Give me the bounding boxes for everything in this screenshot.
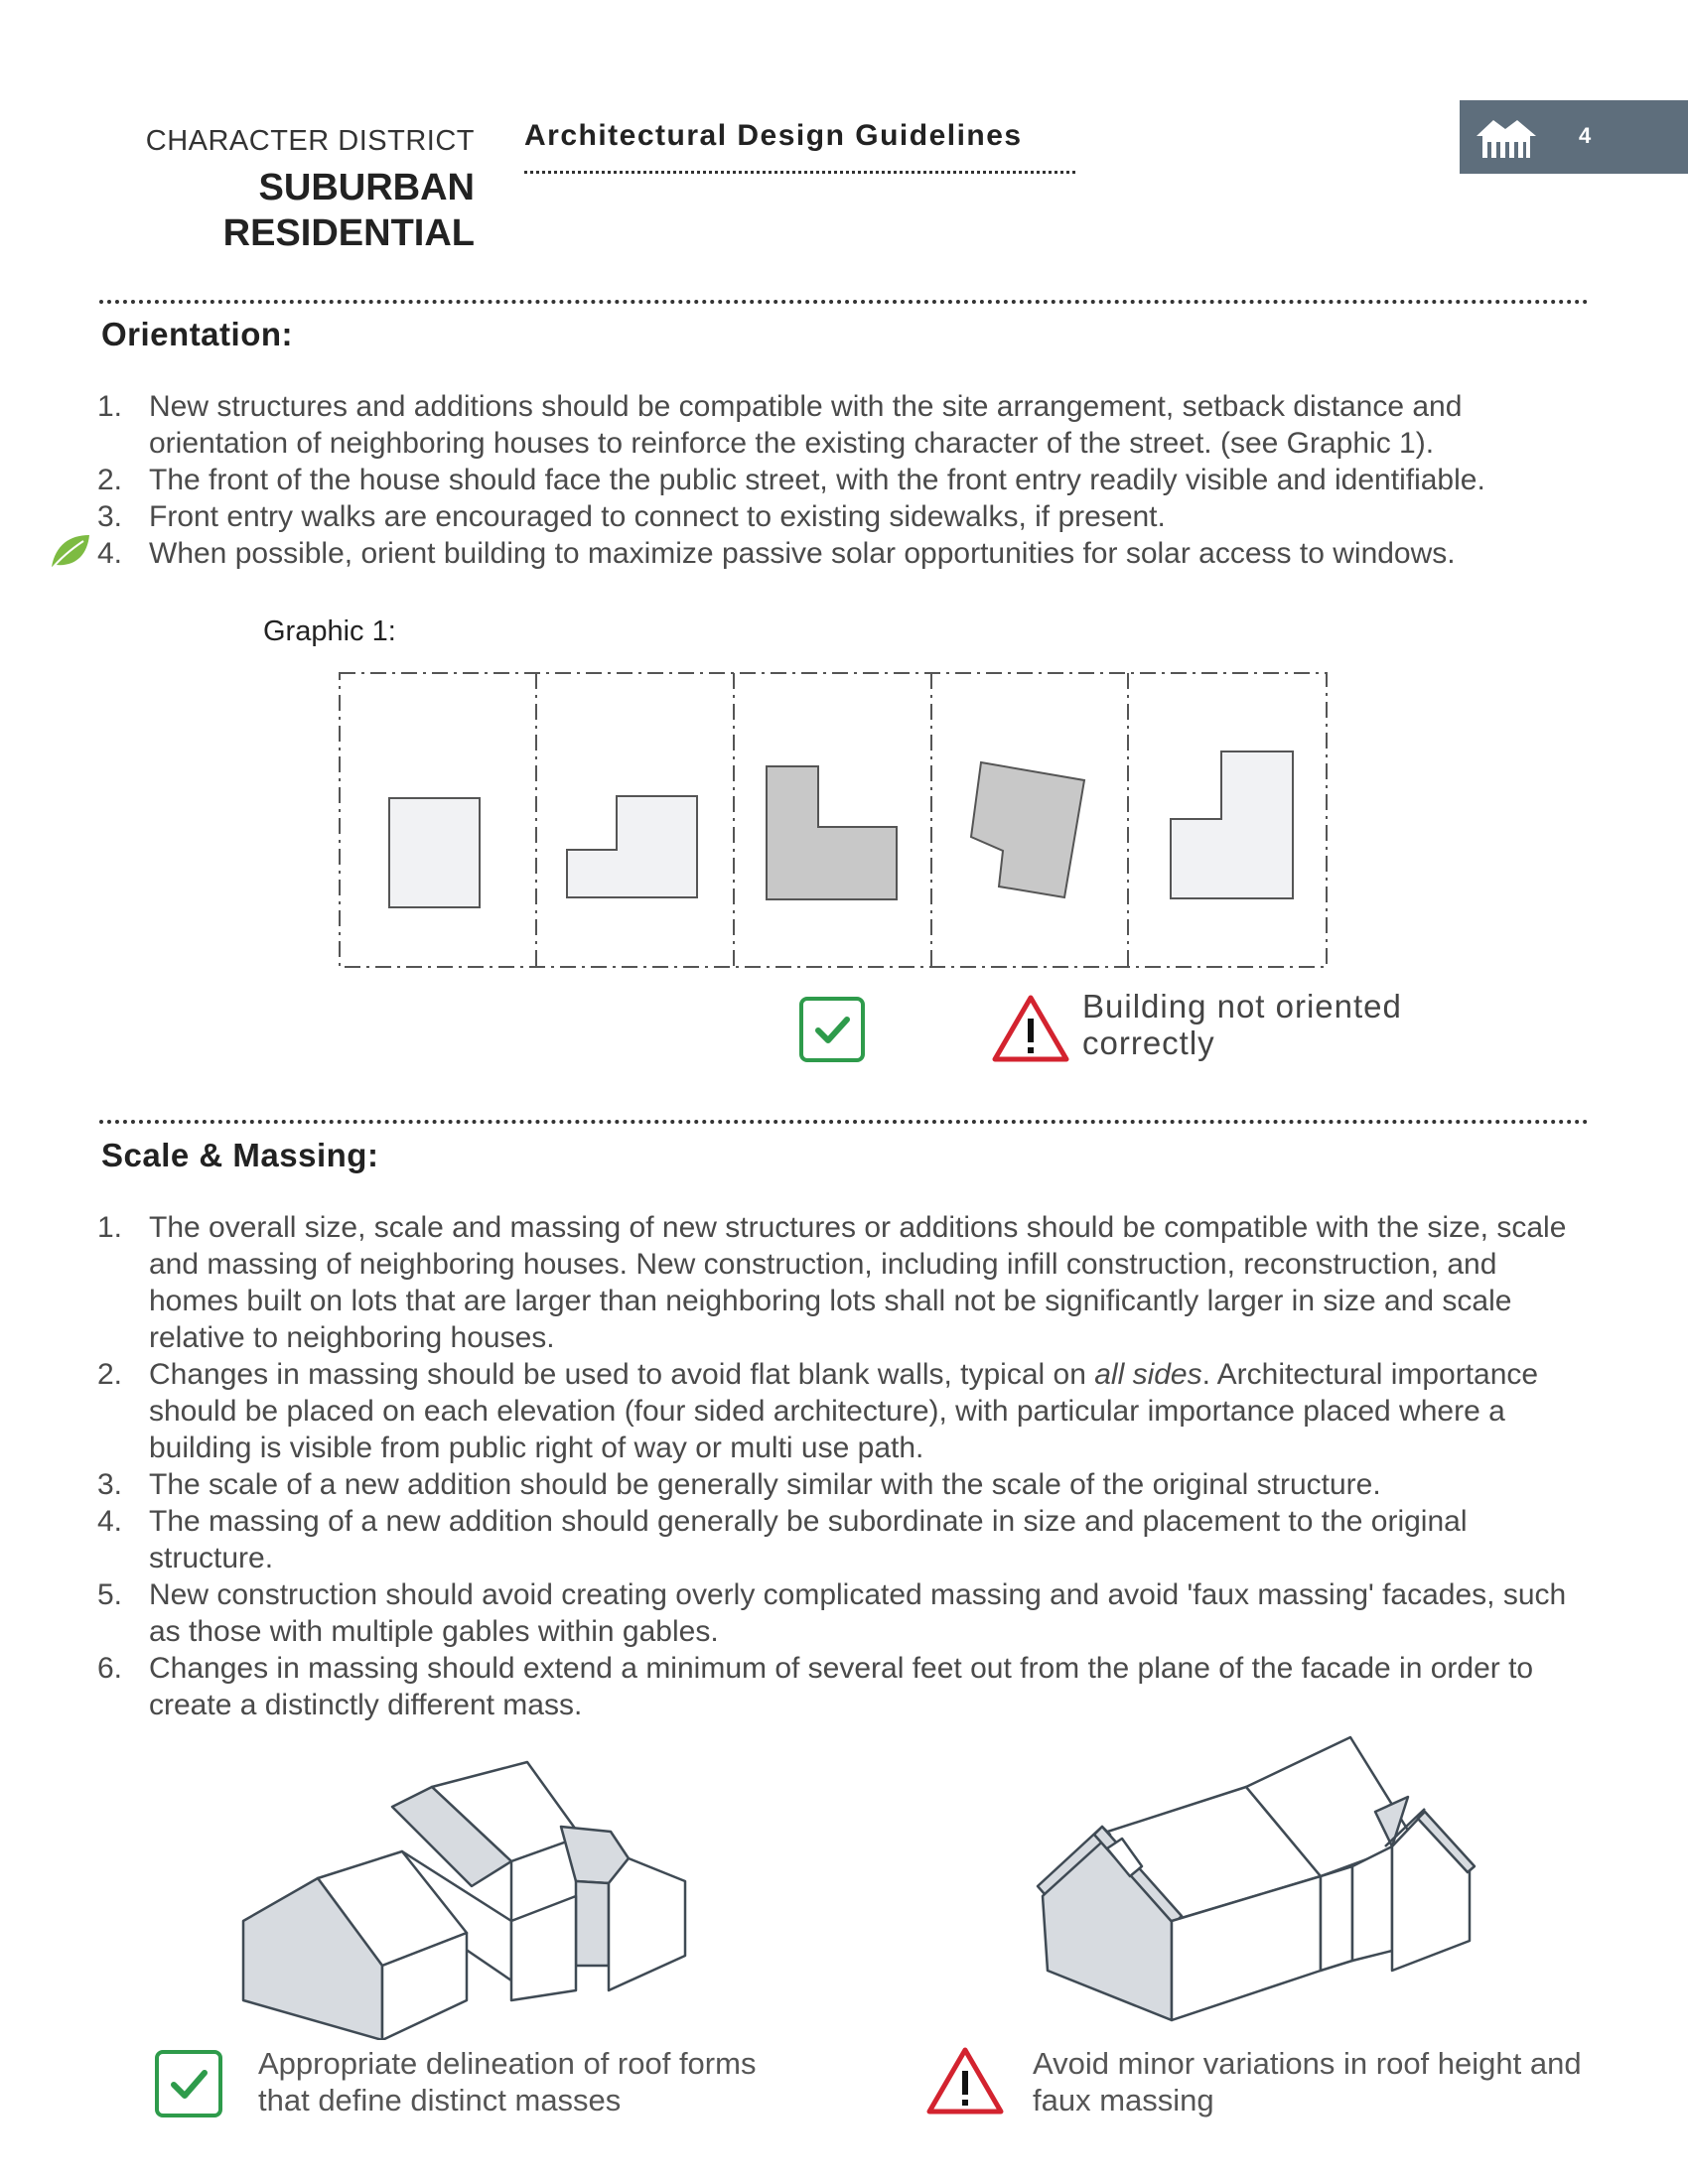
building-footprint-misoriented <box>971 762 1084 897</box>
building-footprint <box>767 766 897 899</box>
district-name-line1: SUBURBAN <box>258 167 475 208</box>
orientation-list <box>97 388 1592 572</box>
district-name <box>223 165 475 256</box>
bad-massing-caption: Avoid minor variations in roof height and faux massing <box>1033 2046 1582 2117</box>
document-title: Architectural Design Guidelines <box>524 119 1023 152</box>
scale-massing-title: Scale & Massing: <box>101 1137 379 1173</box>
building-footprint <box>389 798 480 907</box>
page-tab <box>1460 100 1688 174</box>
bad-massing-illustration <box>1033 1727 1489 2025</box>
checkmark-icon <box>798 996 866 1063</box>
good-massing-illustration <box>233 1722 690 2040</box>
orientation-graphic <box>328 663 1331 976</box>
graphic-label: Graphic 1: <box>263 615 396 647</box>
list-item: 6. Changes in massing should extend a minimum of several feet out from the plane of the facade in order to create a distinctly different mass. <box>97 1652 1534 1721</box>
list-item: 2. The front of the house should face the public street, with the front entry readily visible and identifiable. <box>97 464 1485 496</box>
list-item: 3. The scale of a new addition should be generally similar with the scale of the original structure. <box>97 1468 1381 1501</box>
warning-icon <box>991 993 1070 1064</box>
house-icon <box>1474 112 1539 162</box>
title-divider <box>524 171 1075 174</box>
list-item: 3. Front entry walks are encouraged to connect to existing sidewalks, if present. <box>97 500 1166 533</box>
scale-massing-list <box>97 1209 1592 1723</box>
orientation-title: Orientation: <box>101 316 293 352</box>
list-item: 4. When possible, orient building to maximize passive solar opportunities for solar access to windows. <box>97 537 1456 570</box>
leaf-icon <box>48 531 91 571</box>
warning-icon <box>925 2045 1005 2116</box>
page-number: 4 <box>1579 123 1592 148</box>
section-divider <box>99 1120 1589 1124</box>
building-footprint <box>1171 751 1293 898</box>
district-name-line2: RESIDENTIAL <box>222 212 475 254</box>
good-massing-caption: Appropriate delineation of roof forms that define distinct masses <box>258 2046 757 2117</box>
list-item: 5. New construction should avoid creating overly complicated massing and avoid 'faux massing' facades, such as those with multiple gables within gables. <box>97 1578 1567 1648</box>
list-item: 2. Changes in massing should be used to avoid flat blank walls, typical on all sides. Architectural importance should be placed on each elevation (four sided architecture), with particular importance placed where a building is visible from public right of way or multi use path. <box>97 1358 1539 1464</box>
list-item: 1. New structures and additions should be compatible with the site arrangement, setback distance and orientation of neighboring houses to reinforce the existing character of the street. (see Graphic 1). <box>97 390 1463 460</box>
list-item: 1. The overall size, scale and massing of new structures or additions should be compatible with the size, scale and massing of neighboring houses. New construction, including infill construction, reconstruction, and homes built on lots that are larger than neighboring lots shall not be significantly larger in size and scale relative to neighboring houses. <box>97 1211 1567 1354</box>
checkmark-icon <box>154 2049 223 2118</box>
district-label: CHARACTER DISTRICT <box>145 125 475 157</box>
section-divider <box>99 300 1589 304</box>
warning-caption: Building not oriented correctly <box>1082 988 1402 1061</box>
building-footprint <box>567 796 697 897</box>
list-item: 4. The massing of a new addition should generally be subordinate in size and placement to the original structure. <box>97 1505 1468 1574</box>
